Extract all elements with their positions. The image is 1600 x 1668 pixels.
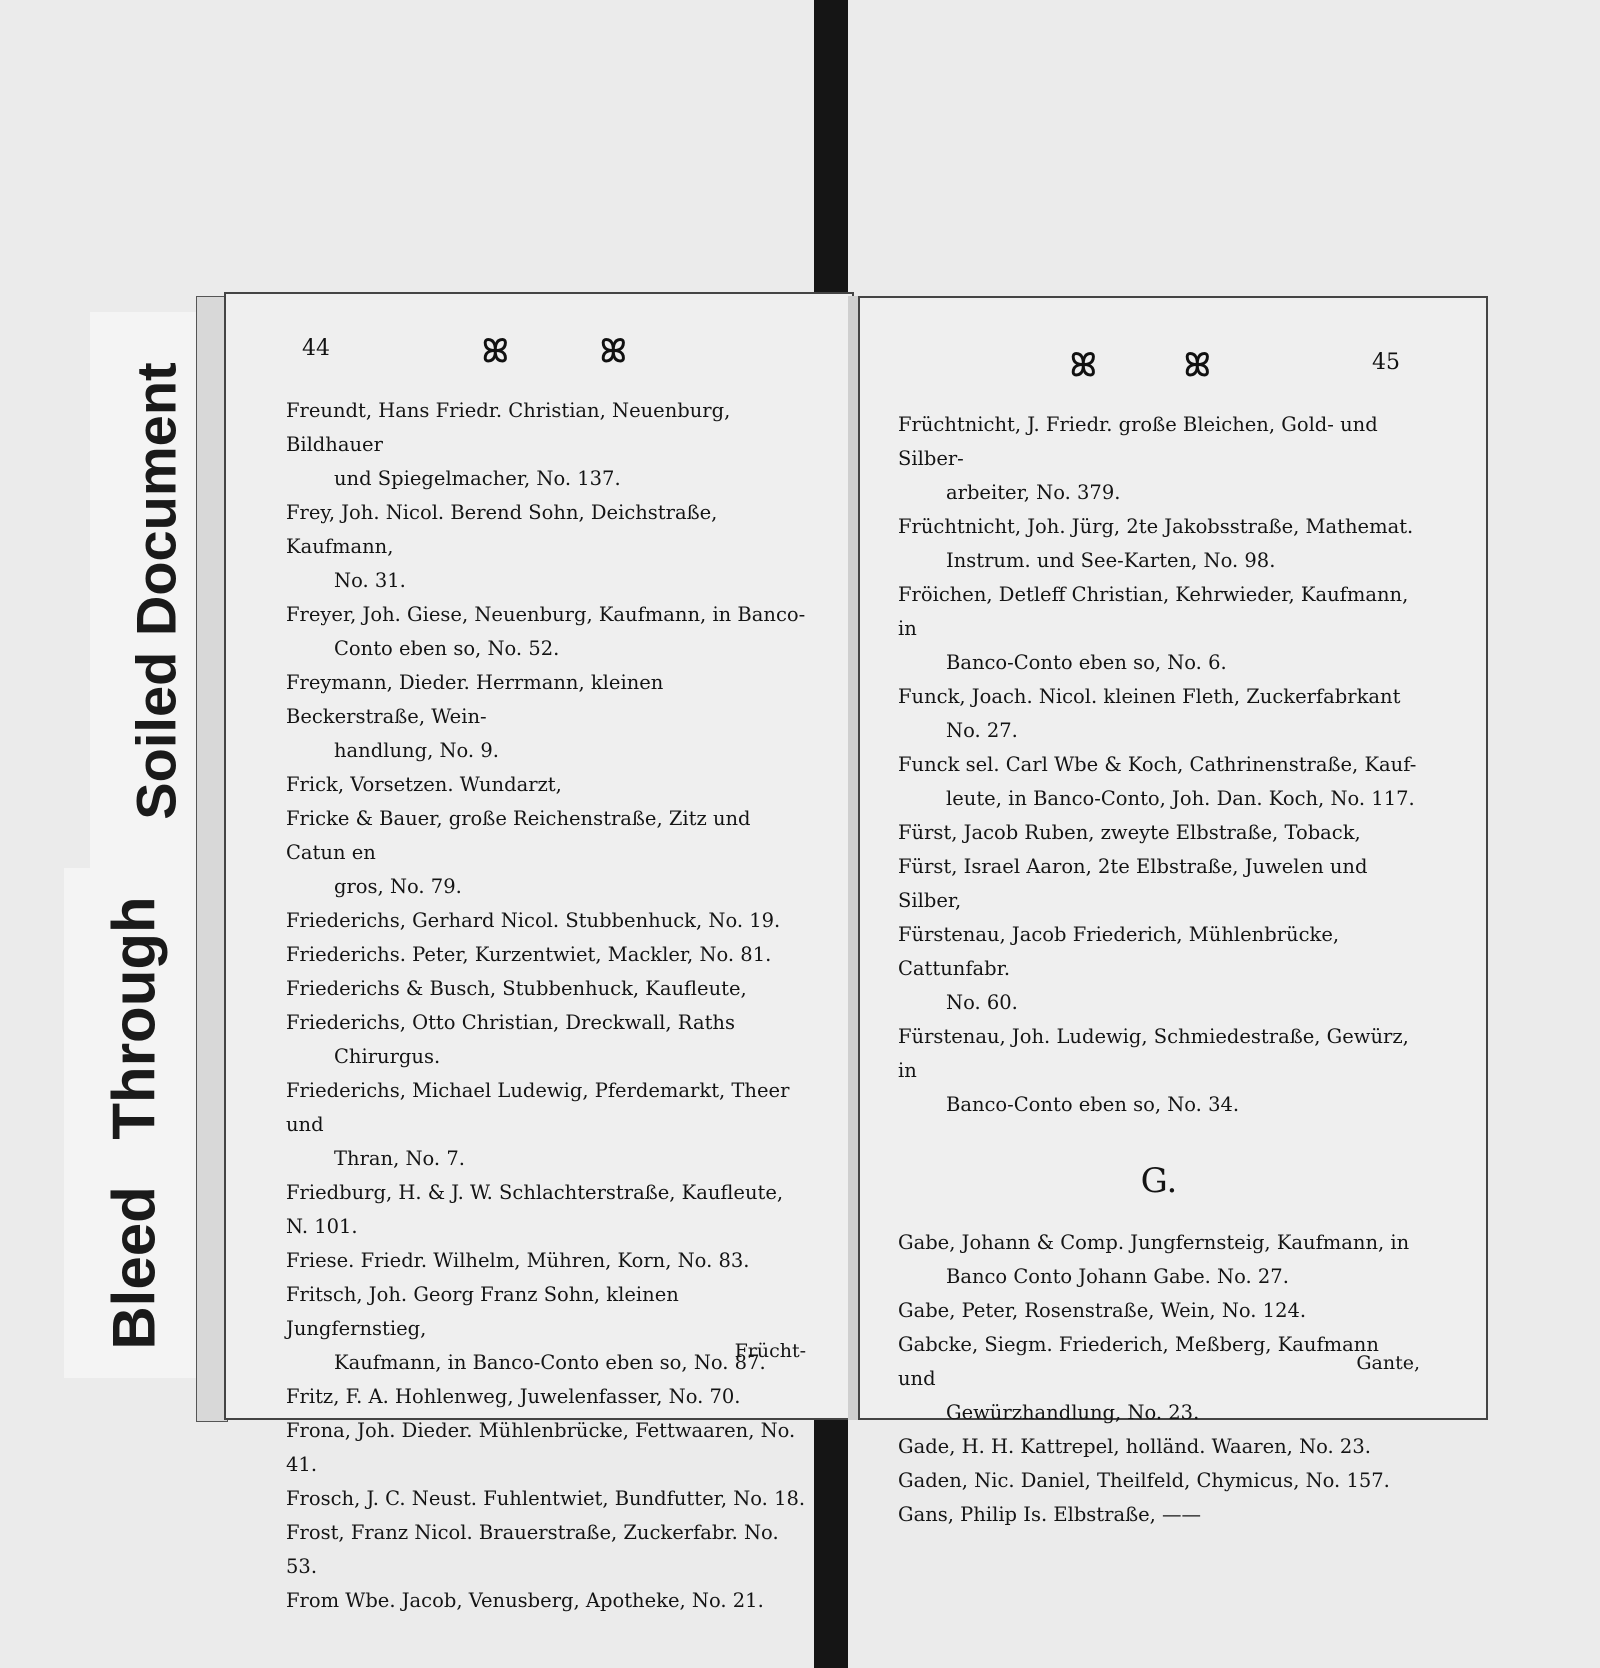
directory-entry <box>898 1294 1420 1328</box>
directory-entry <box>286 904 806 938</box>
entry-line: Friedburg, H. & J. W. Schlachterstraße, Kaufleute, N. 101. <box>286 1181 784 1238</box>
entry-line: Frosch, J. C. Neust. Fuhlentwiet, Bundfutter, No. 18. <box>286 1487 806 1510</box>
entry-line: Frick, Vorsetzen. Wundarzt, <box>286 773 562 796</box>
entry-line: Gans, Philip Is. Elbstraße, —— <box>898 1503 1202 1526</box>
directory-entry <box>898 1226 1420 1294</box>
left-page-number: 44 <box>302 336 330 361</box>
directory-entry <box>286 972 806 1006</box>
entry-continuation: arbeiter, No. 379. <box>946 481 1121 504</box>
entry-line: Gabcke, Siegm. Friederich, Meßberg, Kaufmann und <box>898 1333 1379 1390</box>
directory-entry <box>898 510 1420 578</box>
directory-entry <box>898 1464 1420 1498</box>
right-page-header <box>860 336 1486 384</box>
entry-line: Gabe, Peter, Rosenstraße, Wein, No. 124. <box>898 1299 1307 1322</box>
directory-entry <box>898 578 1420 680</box>
right-page <box>858 296 1488 1526</box>
left-catchword: Frücht- <box>734 1340 806 1362</box>
ornament-icon: ꕤ <box>482 332 509 370</box>
directory-entry <box>898 1498 1420 1532</box>
directory-entry <box>286 1278 806 1380</box>
entry-line: Friese. Friedr. Wilhelm, Mühren, Korn, No. 83. <box>286 1249 750 1272</box>
entry-continuation: handlung, No. 9. <box>334 739 499 762</box>
directory-entry <box>286 1516 806 1584</box>
entry-continuation: gros, No. 79. <box>334 875 462 898</box>
entry-continuation: Instrum. und See-Karten, No. 98. <box>946 549 1276 572</box>
directory-entry <box>286 802 806 904</box>
directory-entry <box>286 1482 806 1516</box>
directory-entry <box>286 1244 806 1278</box>
bleed-through-label-text: Bleed Through <box>100 896 168 1350</box>
entry-continuation: Banco Conto Johann Gabe. No. 27. <box>946 1265 1289 1288</box>
entry-continuation: Thran, No. 7. <box>334 1147 465 1170</box>
entry-line: Friederichs, Otto Christian, Dreckwall, Raths <box>286 1011 735 1034</box>
ornament-icon: ꕤ <box>600 332 627 370</box>
directory-entry <box>898 680 1420 748</box>
entry-line: Freyer, Joh. Giese, Neuenburg, Kaufmann, in Banco- <box>286 603 806 626</box>
left-page-header <box>226 332 852 368</box>
directory-entry <box>286 1414 806 1482</box>
entry-line: Friederichs & Busch, Stubbenhuck, Kaufleute, <box>286 977 747 1000</box>
entry-line: Fürstenau, Joh. Ludewig, Schmiedestraße, Gewürz, in <box>898 1025 1409 1082</box>
entry-line: Frona, Joh. Dieder. Mühlenbrücke, Fettwaaren, No. 41. <box>286 1419 796 1476</box>
bleed-through-label <box>64 868 204 1378</box>
directory-entry <box>898 816 1420 850</box>
right-catchword: Gante, <box>1356 1352 1420 1374</box>
entry-line: Fröichen, Detleff Christian, Kehrwieder, Kaufmann, in <box>898 583 1409 640</box>
entry-line: Gaden, Nic. Daniel, Theilfeld, Chymicus, No. 157. <box>898 1469 1390 1492</box>
directory-entry <box>286 1584 806 1618</box>
scanner-spine-band-top <box>814 0 848 300</box>
entry-line: Fürst, Israel Aaron, 2te Elbstraße, Juwelen und Silber, <box>898 855 1368 912</box>
directory-entry <box>286 666 806 768</box>
ornament-icon: ꕤ <box>1184 346 1211 384</box>
entry-continuation: Chirurgus. <box>334 1045 441 1068</box>
entry-continuation: leute, in Banco-Conto, Joh. Dan. Koch, No. 117. <box>946 787 1415 810</box>
entry-line: Fritsch, Joh. Georg Franz Sohn, kleinen Jungfernstieg, <box>286 1283 679 1340</box>
entry-continuation: und Spiegelmacher, No. 137. <box>334 467 621 490</box>
entries-letter-f <box>898 408 1420 1122</box>
right-page-number: 45 <box>1372 350 1400 375</box>
entry-line: Frey, Joh. Nicol. Berend Sohn, Deichstraße, Kaufmann, <box>286 501 718 558</box>
directory-entry <box>898 408 1420 510</box>
entry-line: Fricke & Bauer, große Reichenstraße, Zitz und Catun en <box>286 807 751 864</box>
left-entry-list <box>286 394 806 1618</box>
directory-entry <box>286 1006 806 1074</box>
entry-line: Friederichs, Michael Ludewig, Pferdemarkt, Theer und <box>286 1079 790 1136</box>
entry-continuation: Kaufmann, in Banco-Conto eben so, No. 87. <box>334 1351 766 1374</box>
directory-entry <box>286 1074 806 1176</box>
entry-continuation: Banco-Conto eben so, No. 34. <box>946 1093 1240 1116</box>
entry-line: From Wbe. Jacob, Venusberg, Apotheke, No. 21. <box>286 1589 764 1612</box>
directory-entry <box>898 748 1420 816</box>
entry-continuation: No. 31. <box>334 569 406 592</box>
right-entry-list <box>898 408 1420 1532</box>
entry-continuation: Gewürzhandlung, No. 23. <box>946 1401 1200 1424</box>
entry-continuation: Conto eben so, No. 52. <box>334 637 560 660</box>
directory-entry <box>898 1328 1420 1430</box>
directory-entry <box>286 394 806 496</box>
ornament-icon: ꕤ <box>1070 346 1097 384</box>
entry-continuation: No. 60. <box>946 991 1018 1014</box>
entry-line: Friederichs, Gerhard Nicol. Stubbenhuck, No. 19. <box>286 909 781 932</box>
left-page <box>224 292 854 1612</box>
directory-entry <box>286 1176 806 1244</box>
directory-entry <box>898 1020 1420 1122</box>
entry-line: Gade, H. H. Kattrepel, holländ. Waaren, No. 23. <box>898 1435 1371 1458</box>
entry-continuation: No. 27. <box>946 719 1018 742</box>
entry-line: Frost, Franz Nicol. Brauerstraße, Zuckerfabr. No. 53. <box>286 1521 779 1578</box>
entry-line: Fürst, Jacob Ruben, zweyte Elbstraße, Toback, <box>898 821 1361 844</box>
entry-line: Früchtnicht, J. Friedr. große Bleichen, Gold- und Silber- <box>898 413 1378 470</box>
directory-entry <box>286 938 806 972</box>
entry-line: Funck sel. Carl Wbe & Koch, Cathrinenstraße, Kauf- <box>898 753 1417 776</box>
entry-line: Gabe, Johann & Comp. Jungfernsteig, Kaufmann, in <box>898 1231 1410 1254</box>
directory-entry <box>286 598 806 666</box>
directory-entry <box>286 1380 806 1414</box>
directory-entry <box>286 496 806 598</box>
entry-line: Freundt, Hans Friedr. Christian, Neuenburg, Bildhauer <box>286 399 731 456</box>
entry-continuation: Banco-Conto eben so, No. 6. <box>946 651 1227 674</box>
entry-line: Früchtnicht, Joh. Jürg, 2te Jakobsstraße, Mathemat. <box>898 515 1414 538</box>
directory-entry <box>286 768 806 802</box>
letter-heading: G. <box>1140 1161 1178 1201</box>
soiled-document-label-text: Soiled Document <box>124 362 188 820</box>
directory-entry <box>898 918 1420 1020</box>
directory-entry <box>898 850 1420 918</box>
scanner-spine-band-bottom <box>814 1412 848 1668</box>
entry-line: Freymann, Dieder. Herrmann, kleinen Beckerstraße, Wein- <box>286 671 664 728</box>
entry-line: Fritz, F. A. Hohlenweg, Juwelenfasser, No. 70. <box>286 1385 741 1408</box>
directory-entry <box>898 1430 1420 1464</box>
entry-line: Friederichs. Peter, Kurzentwiet, Mackler, No. 81. <box>286 943 772 966</box>
entry-line: Funck, Joach. Nicol. kleinen Fleth, Zuckerfabrkant <box>898 685 1401 708</box>
entry-line: Fürstenau, Jacob Friederich, Mühlenbrücke, Cattunfabr. <box>898 923 1340 980</box>
entries-letter-g <box>898 1226 1420 1532</box>
